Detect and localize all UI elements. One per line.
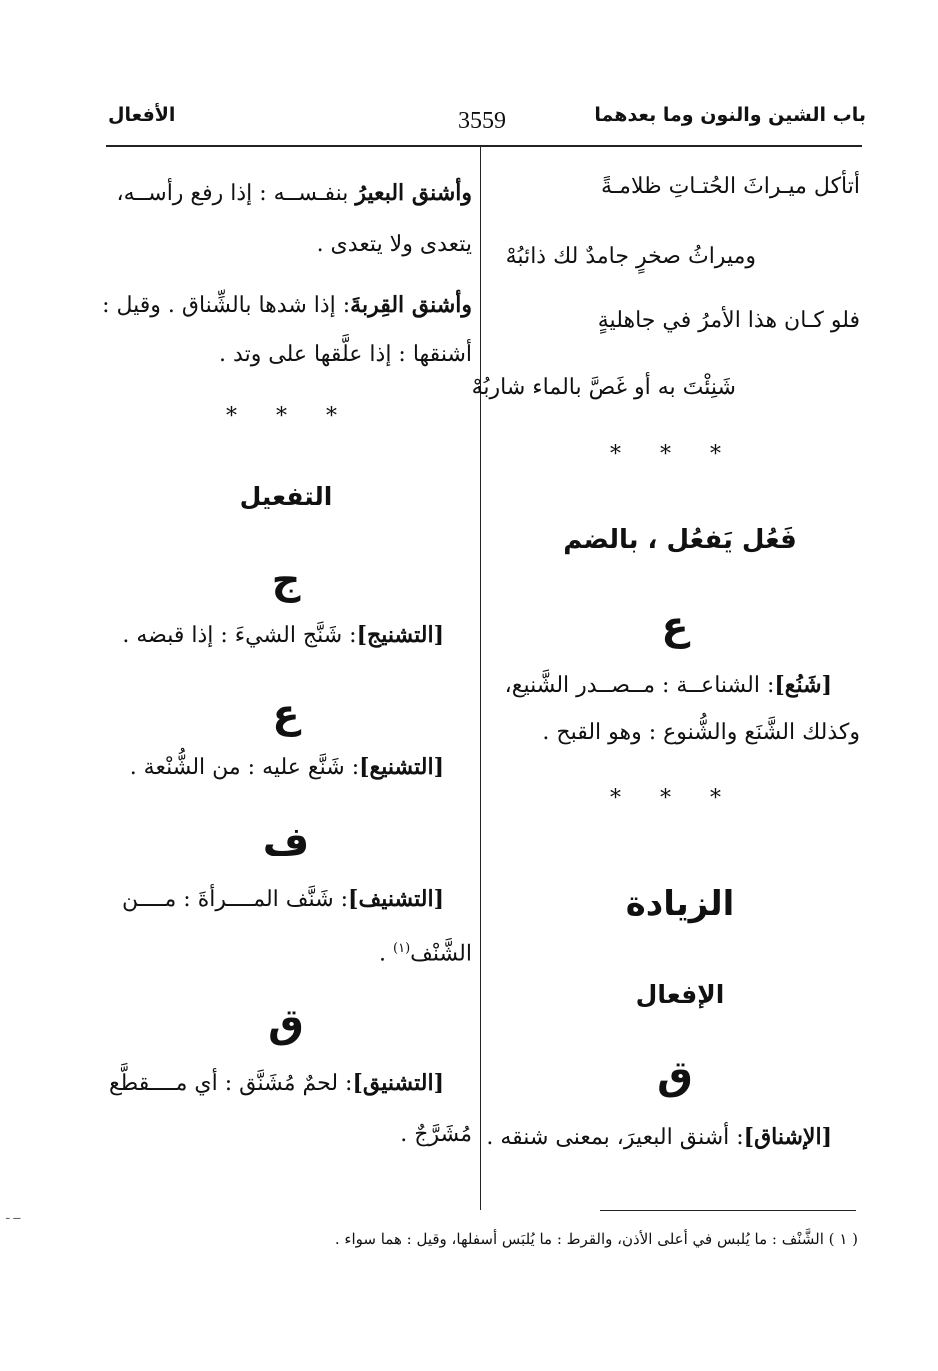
entry-text: . [379,941,386,967]
entry-term: [التشنيف] [348,886,444,912]
entry-ashnaqa-line1 [116,178,472,209]
entry-term: [الإشناق] [743,1124,832,1150]
entry-shanu-line2: وكذلك الشَّنَع والشُّنوع : وهو القبح . [542,720,860,745]
footnote-rule [600,1210,856,1211]
entry-term: [التشنيج] [356,622,444,648]
letter-qaf: ق [657,1053,693,1099]
verse-line-1: أتأكل ميـراثَ الحُتـاتِ ظلامـةً [600,174,860,199]
letter-ain: ع [272,691,300,737]
letter-jim: ج [271,557,301,603]
entry-shanu-line1 [505,670,832,701]
ziyada-heading: الزيادة [625,884,735,924]
entry-text: بنفـســه : إذا رفع رأســه، [116,181,349,206]
scan-artifact: ــ ـ [6,1208,21,1222]
entry-term: وأشنق القِربةَ [350,292,472,318]
tafil-heading: التفعيل [239,482,333,511]
running-head-left: الأفعال [108,104,176,126]
entry-text: : إذا شدها بالشِّناق . وقيل : [102,293,351,318]
entry-tashniq-line1 [109,1068,444,1099]
entry-tashnij [122,620,444,651]
entry-term: [شَنُع] [774,672,832,698]
page-number: 3559 [458,108,506,134]
letter-qaf: ق [268,1001,304,1047]
entry-tashnif-line1 [122,884,444,915]
entry-term: [التشنيع] [359,754,444,780]
footnote-reference[interactable]: (١) [393,941,411,956]
entry-ishnaq [486,1122,832,1153]
entry-qirba-line2: أشنقها : إذا علَّقها على وتد . [219,342,472,367]
entry-text: : شَنَّج الشيءَ : إذا قبضه . [122,623,357,648]
entry-qirba-line1 [102,290,472,321]
footnote-text: ( ١ ) الشَّنْف : ما يُلبس في أعلى الأذن، والقرط : ما يُلبَس أسفلها، وقيل : هما سواء . [334,1230,858,1248]
entry-tashniq-line2: مُشَرَّجٌ . [400,1122,472,1147]
entry-tashni [130,752,444,783]
entry-ashnaqa-line2: يتعدى ولا يتعدى . [316,232,472,257]
entry-text: : شَنَّع عليه : من الشُّنْعة . [129,755,360,780]
entry-term: [التشنيق] [352,1070,444,1096]
section-stars: * * * [226,404,353,429]
running-head-right: باب الشين والنون وما بعدهما [594,104,866,126]
section-stars: * * * [610,442,737,467]
ifaal-heading: الإفعال [635,980,725,1009]
verse-line-3: فلو كـان هذا الأمرُ في جاهليةٍ [597,308,860,333]
letter-ain: ع [661,603,689,649]
entry-text: : أشنق البعيرَ، بمعنى شنقه . [486,1125,744,1150]
verse-line-2: وميراثُ صخرٍ جامدٌ لك ذائبُهْ [505,244,756,269]
section-stars-2: * * * [610,786,737,811]
left-column [100,0,472,1210]
entry-term: وأشنق البعيرُ [355,180,472,206]
entry-text: : لحمٌ مُشَنَّق : أي مــــقطَّع [108,1071,353,1096]
verse-line-4: شَنِئْتَ به أو غَصَّ بالماء شاربُهْ [471,375,736,400]
column-divider [480,147,481,1210]
section-heading: فَعُل يَفعُل ، بالضم [563,525,797,555]
entry-text: الشَّنْف [410,941,472,967]
entry-text: : الشناعــة : مــصــدر الشَّنيع، [504,673,775,698]
letter-fa: ف [262,819,310,865]
entry-text: : شَنَّف المــــرأةَ : مــــن [121,887,349,912]
entry-tashnif-line2 [379,934,472,969]
